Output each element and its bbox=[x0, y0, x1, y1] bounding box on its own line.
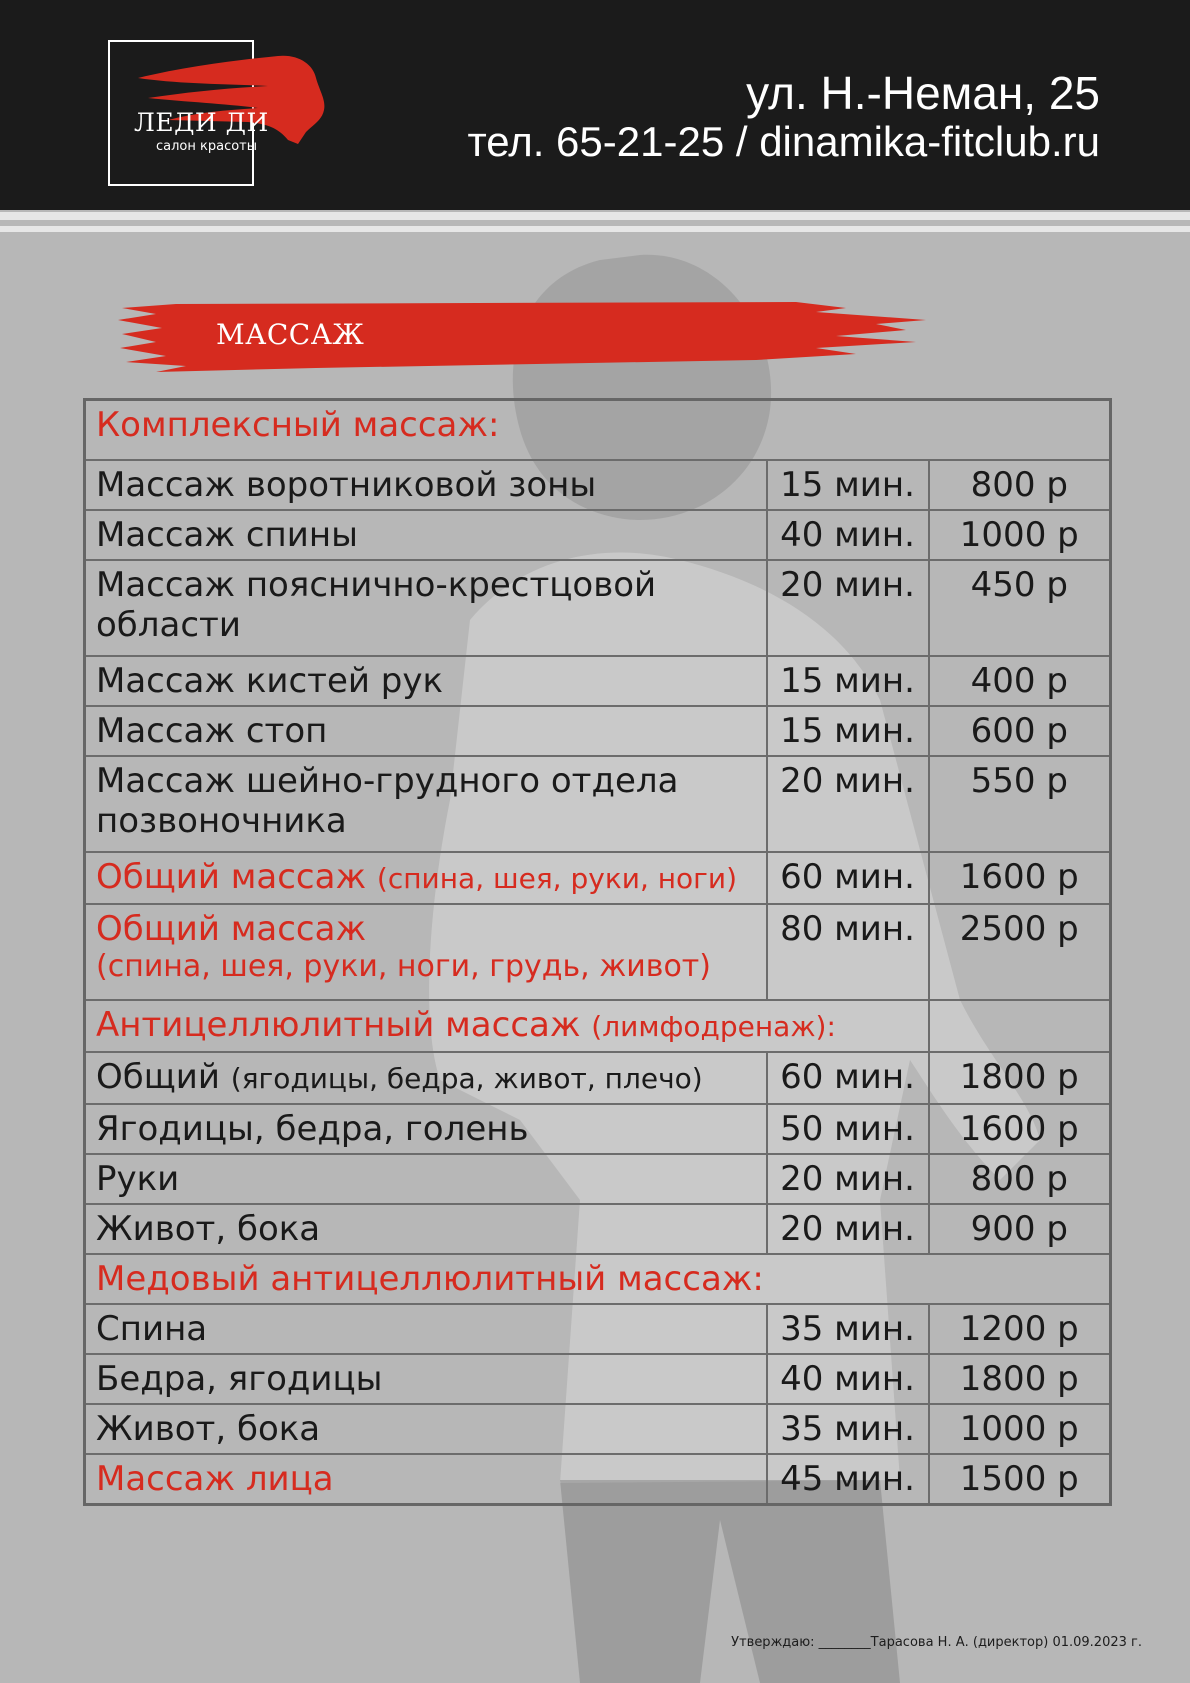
service-name-main: Общий массаж bbox=[96, 856, 367, 897]
service-duration: 45 мин. bbox=[767, 1454, 929, 1505]
service-duration: 60 мин. bbox=[767, 1052, 929, 1104]
service-duration: 20 мин. bbox=[767, 1204, 929, 1254]
service-duration: 20 мин. bbox=[767, 1154, 929, 1204]
service-price: 550 р bbox=[929, 756, 1111, 852]
service-duration: 20 мин. bbox=[767, 756, 929, 852]
table-row bbox=[85, 756, 1111, 852]
table-row bbox=[85, 1204, 1111, 1254]
table-row bbox=[85, 1304, 1111, 1354]
table-row bbox=[85, 706, 1111, 756]
service-duration: 35 мин. bbox=[767, 1404, 929, 1454]
service-name: Ягодицы, бедра, голень bbox=[85, 1104, 767, 1154]
header-divider-stripe bbox=[0, 226, 1190, 232]
table-row bbox=[85, 560, 1111, 656]
table-row bbox=[85, 1404, 1111, 1454]
service-duration: 80 мин. bbox=[767, 904, 929, 1000]
service-duration: 15 мин. bbox=[767, 706, 929, 756]
table-row bbox=[85, 852, 1111, 904]
service-price: 600 р bbox=[929, 706, 1111, 756]
service-duration: 15 мин. bbox=[767, 656, 929, 706]
service-duration: 40 мин. bbox=[767, 1354, 929, 1404]
table-row bbox=[85, 510, 1111, 560]
category-heading-note: (лимфодренаж): bbox=[591, 1009, 836, 1043]
service-price: 1000 р bbox=[929, 510, 1111, 560]
category-heading: Медовый антицеллюлитный массаж: bbox=[85, 1254, 1111, 1304]
service-price: 1800 р bbox=[929, 1354, 1111, 1404]
logo-name: ЛЕДИ ДИ bbox=[134, 108, 269, 137]
service-name: Массаж воротниковой зоны bbox=[85, 460, 767, 510]
table-row bbox=[85, 1154, 1111, 1204]
table-row bbox=[85, 1354, 1111, 1404]
salon-contacts: тел. 65-21-25 / dinamika-fitclub.ru bbox=[467, 118, 1100, 165]
service-duration: 60 мин. bbox=[767, 852, 929, 904]
service-name: Массаж кистей рук bbox=[85, 656, 767, 706]
service-name: Руки bbox=[85, 1154, 767, 1204]
table-row bbox=[85, 904, 1111, 1000]
empty-cell bbox=[929, 1000, 1111, 1052]
salon-address: ул. Н.-Неман, 25 bbox=[746, 67, 1100, 119]
service-price: 1600 р bbox=[929, 852, 1111, 904]
service-name: Бедра, ягодицы bbox=[85, 1354, 767, 1404]
service-price: 450 р bbox=[929, 560, 1111, 656]
service-price: 1500 р bbox=[929, 1454, 1111, 1505]
table-row bbox=[85, 1254, 1111, 1304]
service-duration: 50 мин. bbox=[767, 1104, 929, 1154]
logo-subtitle: салон красоты bbox=[156, 139, 258, 154]
service-name: Массаж пояснично-крестцовой области bbox=[85, 560, 767, 656]
category-heading bbox=[85, 1000, 929, 1052]
table-row bbox=[85, 1104, 1111, 1154]
service-price: 800 р bbox=[929, 1154, 1111, 1204]
service-name: Массаж спины bbox=[85, 510, 767, 560]
service-price: 900 р bbox=[929, 1204, 1111, 1254]
service-name bbox=[85, 1052, 767, 1104]
service-name: Массаж стоп bbox=[85, 706, 767, 756]
table-row bbox=[85, 1454, 1111, 1505]
category-heading: Комплексный массаж: bbox=[85, 400, 1111, 460]
approval-signature-line: Утверждаю: ________Тарасова Н. А. (директор) 01.09.2023 г. bbox=[731, 1635, 1142, 1650]
service-price: 1800 р bbox=[929, 1052, 1111, 1104]
service-duration: 15 мин. bbox=[767, 460, 929, 510]
header-divider-stripe bbox=[0, 212, 1190, 220]
service-name bbox=[85, 904, 767, 1000]
service-note: (спина, шея, руки, ноги, грудь, живот) bbox=[96, 948, 711, 984]
service-price: 1600 р bbox=[929, 1104, 1111, 1154]
service-price: 400 р bbox=[929, 656, 1111, 706]
service-note: (спина, шея, руки, ноги) bbox=[376, 861, 738, 895]
service-name: Живот, бока bbox=[85, 1204, 767, 1254]
table-row bbox=[85, 1000, 1111, 1052]
table-row bbox=[85, 460, 1111, 510]
service-price: 800 р bbox=[929, 460, 1111, 510]
service-note: (ягодицы, бедра, живот, плечо) bbox=[230, 1061, 703, 1095]
service-name: Спина bbox=[85, 1304, 767, 1354]
service-name: Массаж лица bbox=[85, 1454, 767, 1505]
service-duration: 40 мин. bbox=[767, 510, 929, 560]
service-name: Живот, бока bbox=[85, 1404, 767, 1454]
service-name bbox=[85, 852, 767, 904]
service-duration: 35 мин. bbox=[767, 1304, 929, 1354]
service-price: 1200 р bbox=[929, 1304, 1111, 1354]
category-heading-main: Антицеллюлитный массаж bbox=[96, 1004, 581, 1045]
service-name-main: Общий массаж bbox=[96, 908, 367, 949]
service-name-main: Общий bbox=[96, 1056, 220, 1097]
table-row bbox=[85, 1052, 1111, 1104]
table-row bbox=[85, 656, 1111, 706]
price-table bbox=[83, 398, 1112, 1506]
table-row bbox=[85, 400, 1111, 460]
service-price: 1000 р bbox=[929, 1404, 1111, 1454]
section-title: МАССАЖ bbox=[216, 318, 365, 351]
service-duration: 20 мин. bbox=[767, 560, 929, 656]
service-price: 2500 р bbox=[929, 904, 1111, 1000]
service-name: Массаж шейно-грудного отдела позвоночника bbox=[85, 756, 767, 852]
